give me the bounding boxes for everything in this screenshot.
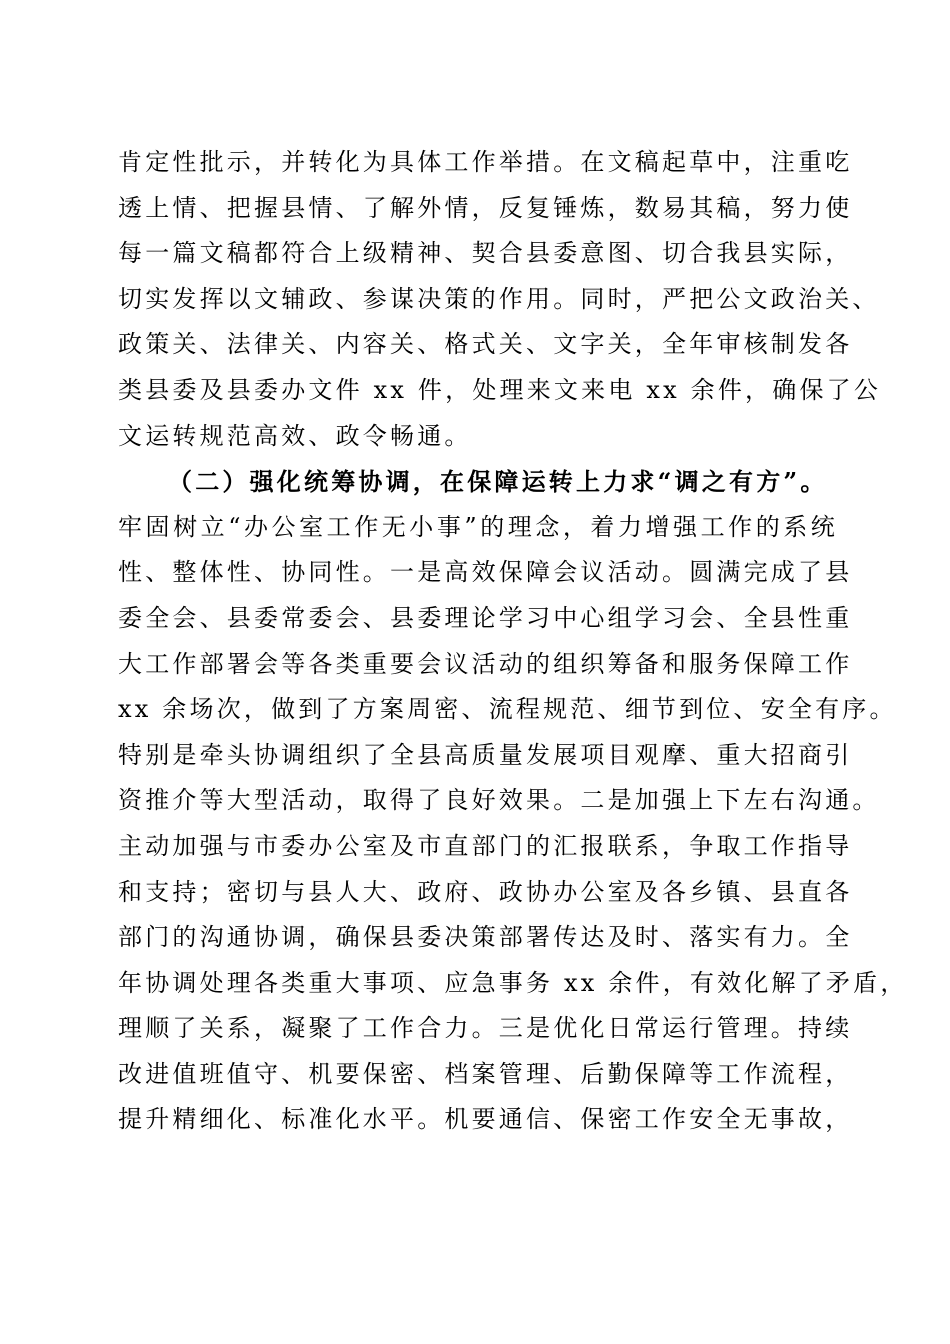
text-line: 每一篇文稿都符合上级精神、契合县委意图、切合我县实际， [118,239,853,268]
text-line: 类县委及县委办文件 xx 件，处理来文来电 xx 余件，确保了公 [118,375,882,404]
text-line: 大工作部署会等各类重要会议活动的组织筹备和服务保障工作 [118,649,853,678]
text-line: 肯定性批示，并转化为具体工作举措。在文稿起草中，注重吃 [118,148,853,176]
section-heading: （二）强化统筹协调，在保障运转上力求“调之有方”。 [168,467,828,497]
text-line: 切实发挥以文辅政、参谋决策的作用。同时，严把公文政治关、 [118,284,880,313]
text-line: 牢固树立“办公室工作无小事”的理念，着力增强工作的系统 [118,512,838,541]
text-line: 委全会、县委常委会、县委理论学习中心组学习会、全县性重 [118,603,853,632]
text-line: 透上情、把握县情、了解外情，反复锤炼，数易其稿，努力使 [118,193,853,222]
paragraph-2 [118,505,908,1143]
text-line: 理顺了关系，凝聚了工作合力。三是优化日常运行管理。持续 [118,1014,853,1043]
text-line: 特别是牵头协调组织了全县高质量发展项目观摩、重大招商引 [118,740,853,769]
paragraph-1 [118,140,882,459]
text-line: 年协调处理各类重大事项、应急事务 xx 余件，有效化解了矛盾， [118,968,908,997]
text-line: 政策关、法律关、内容关、格式关、文字关，全年审核制发各 [118,330,853,359]
text-line: 文运转规范高效、政令畅通。 [118,421,472,450]
text-line: 和支持；密切与县人大、政府、政协办公室及各乡镇、县直各 [118,877,853,906]
text-line: 部门的沟通协调，确保县委决策部署传达及时、落实有力。全 [118,923,853,952]
text-line: 资推介等大型活动，取得了良好效果。二是加强上下左右沟通。 [118,786,880,815]
text-line: 性、整体性、协同性。一是高效保障会议活动。圆满完成了县 [118,558,853,587]
document-body [118,140,908,1143]
text-line: xx 余场次，做到了方案周密、流程规范、细节到位、安全有序。 [118,695,897,724]
text-line: 提升精细化、标准化水平。机要通信、保密工作安全无事故， [118,1105,853,1134]
text-line: 改进值班值守、机要保密、档案管理、后勤保障等工作流程， [118,1059,853,1088]
text-line: 主动加强与市委办公室及市直部门的汇报联系，争取工作指导 [118,831,853,860]
